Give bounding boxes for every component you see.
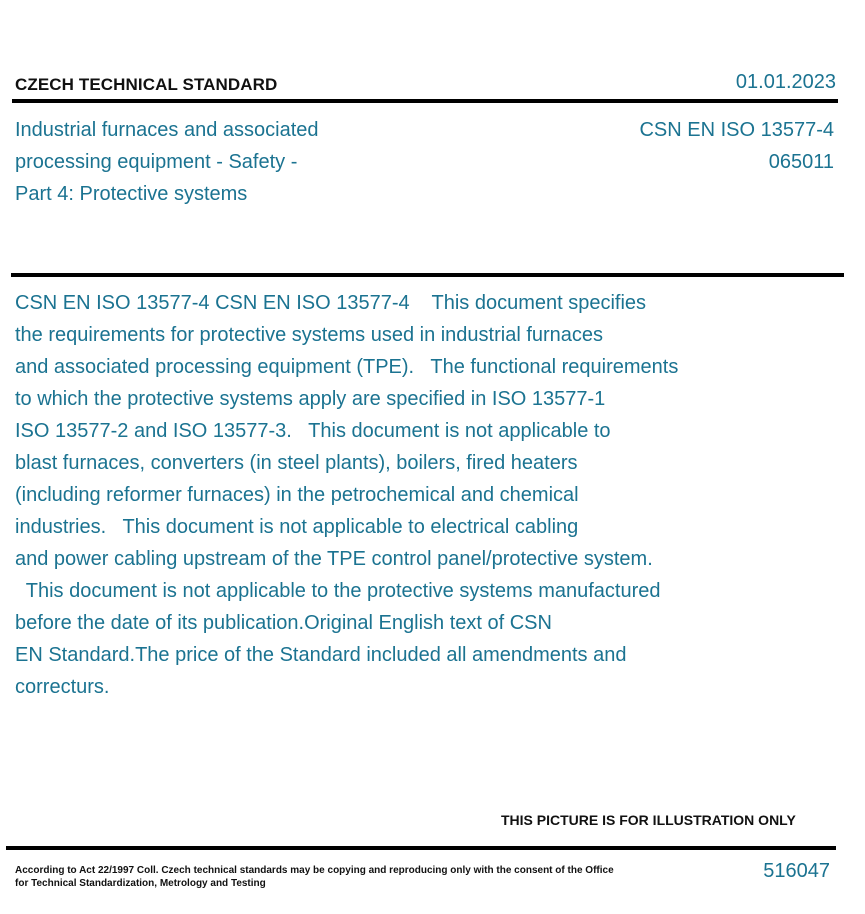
title-divider — [11, 273, 844, 277]
header-divider — [12, 99, 838, 103]
standard-abstract — [15, 287, 755, 703]
publication-date: 01.01.2023 — [735, 71, 836, 93]
standard-code: CSN EN ISO 13577-4 — [639, 119, 834, 141]
title-line: processing equipment - Safety - — [15, 151, 298, 173]
class-number: 065011 — [768, 151, 834, 173]
catalog-number: 516047 — [763, 860, 830, 882]
abstract-line: (including reformer furnaces) in the petrochemical and chemical — [15, 484, 579, 506]
abstract-line: blast furnaces, converters (in steel plants), boilers, fired heaters — [15, 452, 578, 474]
abstract-line: ISO 13577-2 and ISO 13577-3. This document is not applicable to — [15, 420, 611, 442]
abstract-line: and power cabling upstream of the TPE control panel/protective system. — [15, 548, 653, 570]
document-type-label: CZECH TECHNICAL STANDARD — [15, 75, 278, 94]
abstract-line: This document is not applicable to the protective systems manufactured — [15, 580, 661, 602]
abstract-line: the requirements for protective systems used in industrial furnaces — [15, 324, 604, 346]
abstract-line: before the date of its publication.Original English text of CSN — [15, 612, 552, 634]
standard-identifiers — [639, 114, 834, 178]
legal-line: for Technical Standardization, Metrology and Testing — [15, 878, 266, 889]
footer-divider — [6, 846, 836, 850]
abstract-line: CSN EN ISO 13577-4 CSN EN ISO 13577-4 This document specifies — [15, 292, 647, 314]
illustration-disclaimer: THIS PICTURE IS FOR ILLUSTRATION ONLY — [501, 812, 796, 828]
abstract-line: EN Standard.The price of the Standard included all amendments and — [15, 644, 627, 666]
abstract-line: and associated processing equipment (TPE). The functional requirements — [15, 356, 679, 378]
title-line: Industrial furnaces and associated — [15, 119, 319, 141]
abstract-line: correcturs. — [15, 676, 110, 698]
legal-line: According to Act 22/1997 Coll. Czech technical standards may be copying and reproducing only with the consent of the Office — [15, 865, 614, 876]
legal-notice — [15, 864, 614, 890]
standard-title — [15, 114, 415, 210]
abstract-line: industries. This document is not applicable to electrical cabling — [15, 516, 579, 538]
title-line: Part 4: Protective systems — [15, 183, 248, 205]
abstract-line: to which the protective systems apply are specified in ISO 13577-1 — [15, 388, 606, 410]
